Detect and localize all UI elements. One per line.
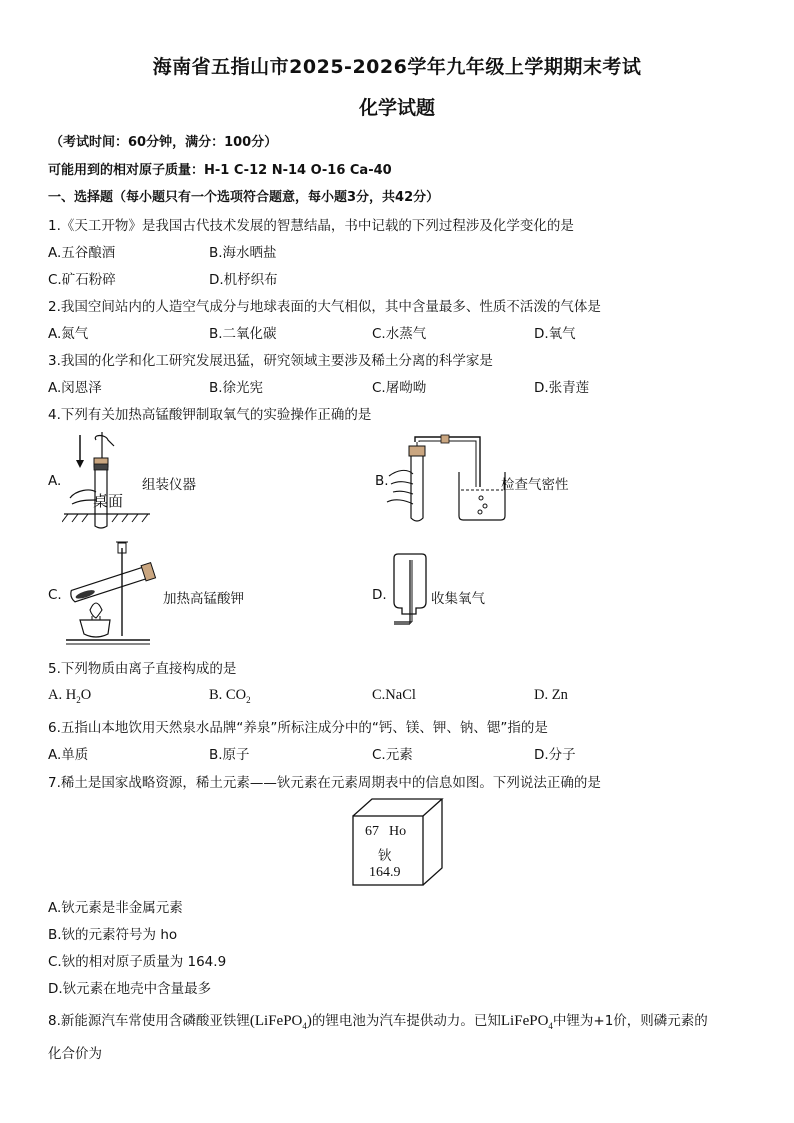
- page-subtitle: 化学试题: [358, 97, 435, 119]
- q5-option-c: C.NaCl: [372, 687, 416, 703]
- heating-potassium-permanganate-illustration: [60, 540, 160, 648]
- q6-option-b: B.原子: [209, 747, 250, 763]
- q6-option-c: C.元素: [372, 747, 413, 763]
- q1-option-b: B.海水晒盐: [209, 245, 277, 261]
- exam-time: （考试时间：60分钟，满分：100分）: [50, 135, 278, 150]
- question-2-stem: 2.我国空间站内的人造空气成分与地球表面的大气相似，其中含量最多、性质不活泼的气体是: [48, 299, 601, 315]
- airtightness-check-illustration: [385, 432, 510, 528]
- q5-option-b: B. $CO_2$: [209, 687, 251, 705]
- q4-option-c-label: 加热高锰酸钾: [163, 591, 244, 607]
- element-name: 钬: [378, 848, 392, 864]
- q2-option-a: A.氮气: [48, 326, 89, 342]
- q7-option-b: B.钬的元素符号为 ho: [48, 927, 178, 943]
- q3-option-a: A.闵恩泽: [48, 380, 102, 396]
- q7-option-d: D.钬元素在地壳中含量最多: [48, 981, 212, 997]
- q4-option-d-label: 收集氧气: [431, 591, 485, 607]
- q2-option-d: D.氧气: [534, 326, 576, 342]
- q5-option-d: D. Zn: [534, 687, 568, 703]
- question-4-stem: 4.下列有关加热高锰酸钾制取氧气的实验操作正确的是: [48, 407, 372, 423]
- q4-option-c-letter: C.: [48, 587, 62, 603]
- q1-option-a: A.五谷酿酒: [48, 245, 116, 261]
- q3-option-d: D.张青莲: [534, 380, 590, 396]
- desk-label: 桌面: [93, 492, 124, 510]
- section-heading: 一、选择题（每小题只有一个选项符合题意，每小题3分，共42分）: [48, 190, 440, 205]
- q5-option-a: A. $H_2O$: [48, 687, 92, 705]
- collect-oxygen-illustration: [386, 550, 436, 636]
- page-title: 海南省五指山市2025-2026学年九年级上学期期末考试: [152, 56, 642, 78]
- q4-option-d-letter: D.: [372, 587, 387, 603]
- q3-option-b: B.徐光宪: [209, 380, 264, 396]
- question-8-stem-line2: 化合价为: [48, 1046, 102, 1062]
- q7-option-c: C.钬的相对原子质量为 164.9: [48, 954, 227, 970]
- question-7-stem: 7.稀土是国家战略资源，稀土元素——钬元素在元素周期表中的信息如图。下列说法正确的是: [48, 775, 601, 791]
- question-6-stem: 6.五指山本地饮用天然泉水品牌“养泉”所标注成分中的“钙、镁、钾、钠、锶”指的是: [48, 720, 548, 736]
- q7-option-a: A.钬元素是非金属元素: [48, 900, 183, 916]
- q4-option-b-letter: B.: [375, 473, 389, 489]
- q4-option-b-label: 检查气密性: [501, 477, 569, 493]
- element-cell-holmium: [352, 798, 444, 886]
- q6-option-d: D.分子: [534, 747, 576, 763]
- question-3-stem: 3.我国的化学和化工研究发展迅猛，研究领域主要涉及稀土分离的科学家是: [48, 353, 493, 369]
- q6-option-a: A.单质: [48, 747, 89, 763]
- question-1-stem: 1.《天工开物》是我国古代技术发展的智慧结晶，书中记载的下列过程涉及化学变化的是: [48, 218, 574, 234]
- q2-option-c: C.水蒸气: [372, 326, 427, 342]
- assemble-apparatus-illustration: [62, 430, 152, 530]
- q1-option-c: C.矿石粉碎: [48, 272, 116, 288]
- atomic-mass: 164.9: [369, 865, 401, 880]
- element-symbol: Ho: [389, 824, 407, 839]
- atomic-number: 67: [365, 824, 379, 839]
- atomic-masses: 可能用到的相对原子质量：H-1 C-12 N-14 O-16 Ca-40: [48, 163, 392, 178]
- q1-option-d: D.机杼织布: [209, 272, 278, 288]
- q4-option-a-label: 组装仪器: [142, 477, 196, 493]
- q3-option-c: C.屠呦呦: [372, 380, 427, 396]
- q2-option-b: B.二氧化碳: [209, 326, 277, 342]
- question-8-stem: 8.新能源汽车常使用含磷酸亚铁锂(LiFePO$_4$)的锂电池为汽车提供动力。已知LiFePO$_4$中锂为+1价，则磷元素的: [48, 1013, 708, 1031]
- question-5-stem: 5.下列物质由离子直接构成的是: [48, 661, 237, 677]
- q4-option-a-letter: A.: [48, 473, 62, 489]
